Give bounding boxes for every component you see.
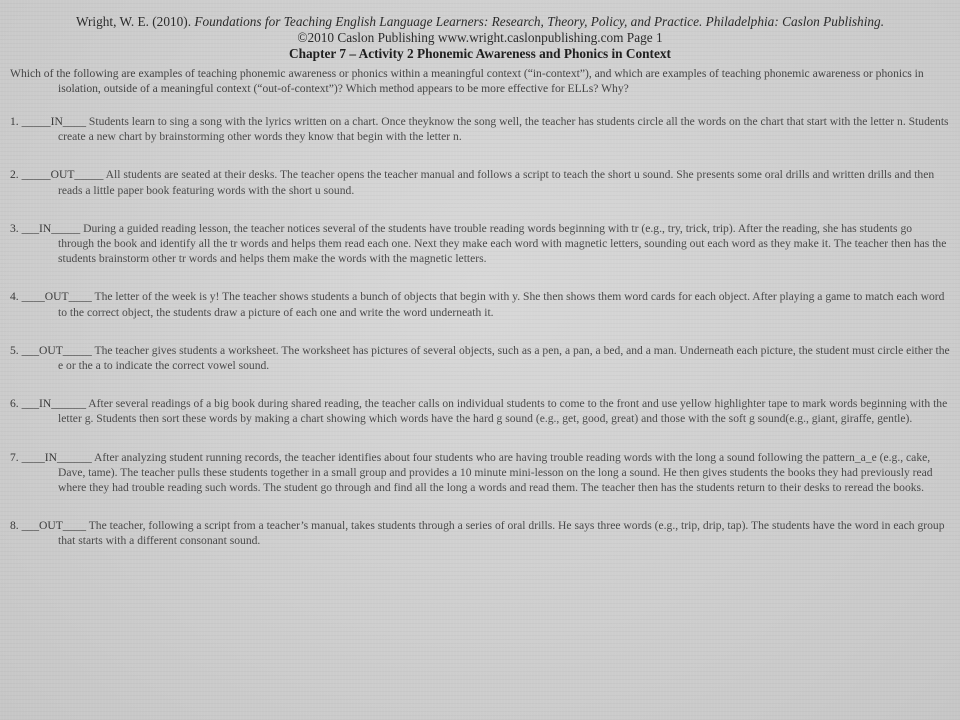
- citation-prefix: Wright, W. E. (2010).: [75, 14, 195, 29]
- item-number: 3.: [10, 221, 22, 235]
- item-list: [10, 114, 950, 549]
- item-answer: ___IN______: [21, 397, 86, 411]
- item-number: 8.: [10, 519, 22, 533]
- item-answer: _____IN____: [21, 115, 86, 128]
- list-item: [10, 289, 950, 319]
- item-text: Students learn to sing a song with the lyrics written on a chart. Once theyknow the song well, the teacher has students circle all the words on the chart that start with the letter n. Students create a new chart by brainstorming other words they know that begin with the letter n.: [58, 115, 949, 144]
- list-item: [10, 396, 950, 426]
- activity-question: Which of the following are examples of teaching phonemic awareness or phonics within a meaningful context (“in-context”), and which are examples of teaching phonemic awareness or phonics in isolation, outside of a meaningful context (“out-of-context”)? Which method appears to be more effective for ELLs? Why?: [10, 67, 924, 95]
- item-answer: ___OUT____: [21, 519, 86, 533]
- item-text: The teacher, following a script from a teacher’s manual, takes students through a series of oral drills. He says three words (e.g., trip, drip, tap). The students have the word in each group that starts with a different consonant sound.: [58, 519, 945, 548]
- item-text: All students are seated at their desks. The teacher opens the teacher manual and follows a script to teach the short u sound. She presents some oral drills and written drills and then reads a little paper book featuring words with the short u sound.: [58, 168, 935, 197]
- item-answer: _____OUT_____: [21, 168, 104, 182]
- list-item: [10, 167, 950, 197]
- item-text: After several readings of a big book during shared reading, the teacher calls on individual students to come to the front and use yellow highlighter tape to mark words beginning with the letter g. Students then sort these words by making a chart showing which words have the hard g sound (e.g., get, good, great) and those with the soft g sound(e.g., giant, giraffe, gentle).: [58, 397, 948, 426]
- list-item: [10, 518, 950, 548]
- item-text: During a guided reading lesson, the teacher notices several of the students have trouble reading words beginning with tr (e.g., try, trick, trip). After the reading, she has students go through the book and identify all the tr words and helps them read each one. Next they make each word with magnetic letters, sounding out each word as they make it. The teacher then has the students brainstorm other tr words and helps them make the words with the magnetic letters.: [58, 221, 947, 266]
- item-answer: ___OUT_____: [21, 343, 92, 357]
- list-item: [10, 221, 950, 267]
- item-number: 1.: [10, 115, 22, 128]
- item-answer: ___IN_____: [21, 221, 81, 235]
- item-answer: ____OUT____: [21, 290, 92, 304]
- item-text: After analyzing student running records, the teacher identifies about four students who are having trouble reading words with the long a sound following the pattern_a_e (e.g., cake, Dave, tame). The teacher pulls these students together in a small group and provides a 10 minute mini-lesson on the long a sound. He then gives students the books they had previously read where they had trouble reading such words. The student go through and find all the long a words and read them. The teacher then has the students return to their desks to reread the books.: [58, 450, 933, 495]
- item-number: 7.: [10, 450, 22, 464]
- document-header: [10, 14, 950, 62]
- item-text: The letter of the week is y! The teacher shows students a bunch of objects that begin with y. She then shows them word cards for each object. After playing a game to match each word to the correct object, the students draw a picture of each one and write the word underneath it.: [58, 290, 945, 319]
- item-number: 5.: [10, 343, 22, 357]
- item-number: 2.: [10, 168, 22, 182]
- chapter-title: Chapter 7 – Activity 2 Phonemic Awareness and Phonics in Context: [289, 46, 671, 61]
- item-answer: ____IN______: [21, 450, 92, 464]
- item-number: 6.: [10, 397, 22, 411]
- item-text: The teacher gives students a worksheet. The worksheet has pictures of several objects, such as a pen, a pan, a bed, and a man. Underneath each picture, the student must circle either the e or the a to indicate the correct vowel sound.: [58, 343, 950, 373]
- item-number: 4.: [10, 290, 22, 304]
- citation-title: Foundations for Teaching English Language Learners: Research, Theory, Policy, and Practice. Philadelphia: Caslon Publishing.: [194, 14, 885, 29]
- list-item: [10, 343, 950, 373]
- citation-line: [10, 14, 950, 30]
- list-item: [10, 450, 950, 496]
- copyright-line: ©2010 Caslon Publishing www.wright.caslonpublishing.com Page 1: [297, 30, 663, 45]
- list-item: [10, 114, 950, 144]
